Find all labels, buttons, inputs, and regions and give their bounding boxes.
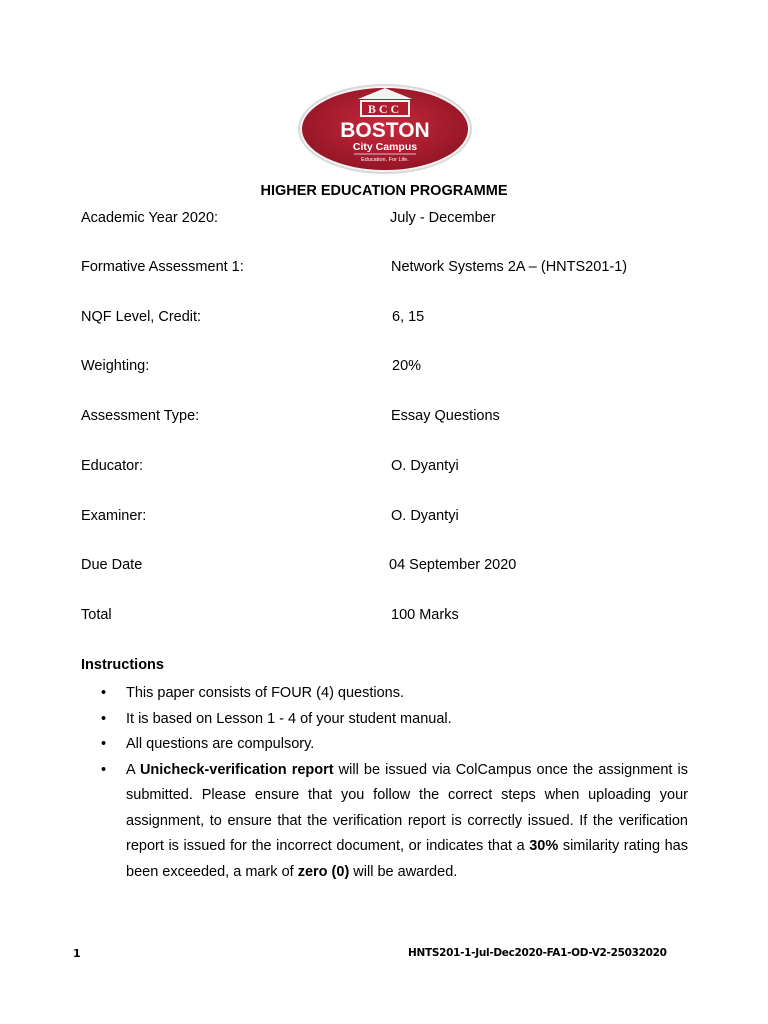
detail-value: Network Systems 2A – (HNTS201-1) xyxy=(391,259,628,275)
detail-label: Formative Assessment 1: xyxy=(81,259,244,275)
list-item-verification: • A Unicheck-verification report will be issued via ColCampus once the assignment is submitted. Please ensure that you follow the correct steps when uploading your assignment, to ensure that the verification report is correctly issued. If the verification report is issued for the incorrect document, or indicates that a 30% similarity rating has been exceeded, a mark of zero (0) will be awarded. xyxy=(81,758,688,886)
detail-row-total xyxy=(81,605,701,625)
detail-value: 04 September 2020 xyxy=(389,557,517,573)
similarity-threshold: 30% xyxy=(529,838,559,854)
zero-mark: zero (0) xyxy=(297,863,350,880)
programme-title: HIGHER EDUCATION PROGRAMME xyxy=(260,183,508,199)
detail-row-examiner xyxy=(81,506,701,526)
detail-row-nqf-level xyxy=(81,307,701,327)
detail-row-educator xyxy=(81,456,701,476)
verification-report-term: Unicheck-verification report xyxy=(139,761,334,778)
detail-value: 20% xyxy=(392,358,422,374)
detail-row-academic-year xyxy=(81,208,701,228)
list-item: • It is based on Lesson 1 - 4 of your student manual. xyxy=(81,707,688,733)
detail-label: Examiner: xyxy=(81,508,147,524)
boston-city-campus-logo xyxy=(296,82,474,176)
detail-value: July - December xyxy=(390,210,496,226)
detail-value: Essay Questions xyxy=(391,408,500,424)
document-reference: HNTS201-1-Jul-Dec2020-FA1-OD-V2-25032020 xyxy=(408,947,667,959)
logo-tagline: Education. For Life. xyxy=(361,157,409,163)
detail-label: Total xyxy=(81,607,112,623)
bullet-icon: • xyxy=(101,710,107,727)
bullet-icon: • xyxy=(101,761,107,778)
bullet-icon: • xyxy=(101,736,107,752)
detail-label: NQF Level, Credit: xyxy=(81,309,202,325)
detail-row-formative-assessment xyxy=(81,257,701,277)
detail-label: Weighting: xyxy=(81,358,150,374)
logo-name: BOSTON xyxy=(340,119,430,142)
logo-initials: BCC xyxy=(367,102,403,116)
detail-row-weighting xyxy=(81,356,701,376)
list-item: • This paper consists of FOUR (4) questions. xyxy=(81,681,688,707)
detail-value: O. Dyantyi xyxy=(391,458,459,474)
detail-row-due-date xyxy=(81,555,701,575)
list-item: • All questions are compulsory. xyxy=(81,732,688,758)
page-number: 1 xyxy=(73,947,81,960)
detail-value: O. Dyantyi xyxy=(391,508,459,524)
detail-row-assessment-type xyxy=(81,406,701,426)
detail-value: 6, 15 xyxy=(392,309,425,325)
logo-subtitle: City Campus xyxy=(352,141,418,153)
detail-label: Due Date xyxy=(81,557,143,573)
instructions-list xyxy=(81,681,688,885)
instructions-heading: Instructions xyxy=(81,657,164,673)
detail-label: Educator: xyxy=(81,458,144,474)
detail-value: 100 Marks xyxy=(391,607,459,623)
detail-label: Academic Year 2020: xyxy=(81,210,219,226)
detail-label: Assessment Type: xyxy=(81,408,200,424)
bullet-icon: • xyxy=(101,685,107,701)
